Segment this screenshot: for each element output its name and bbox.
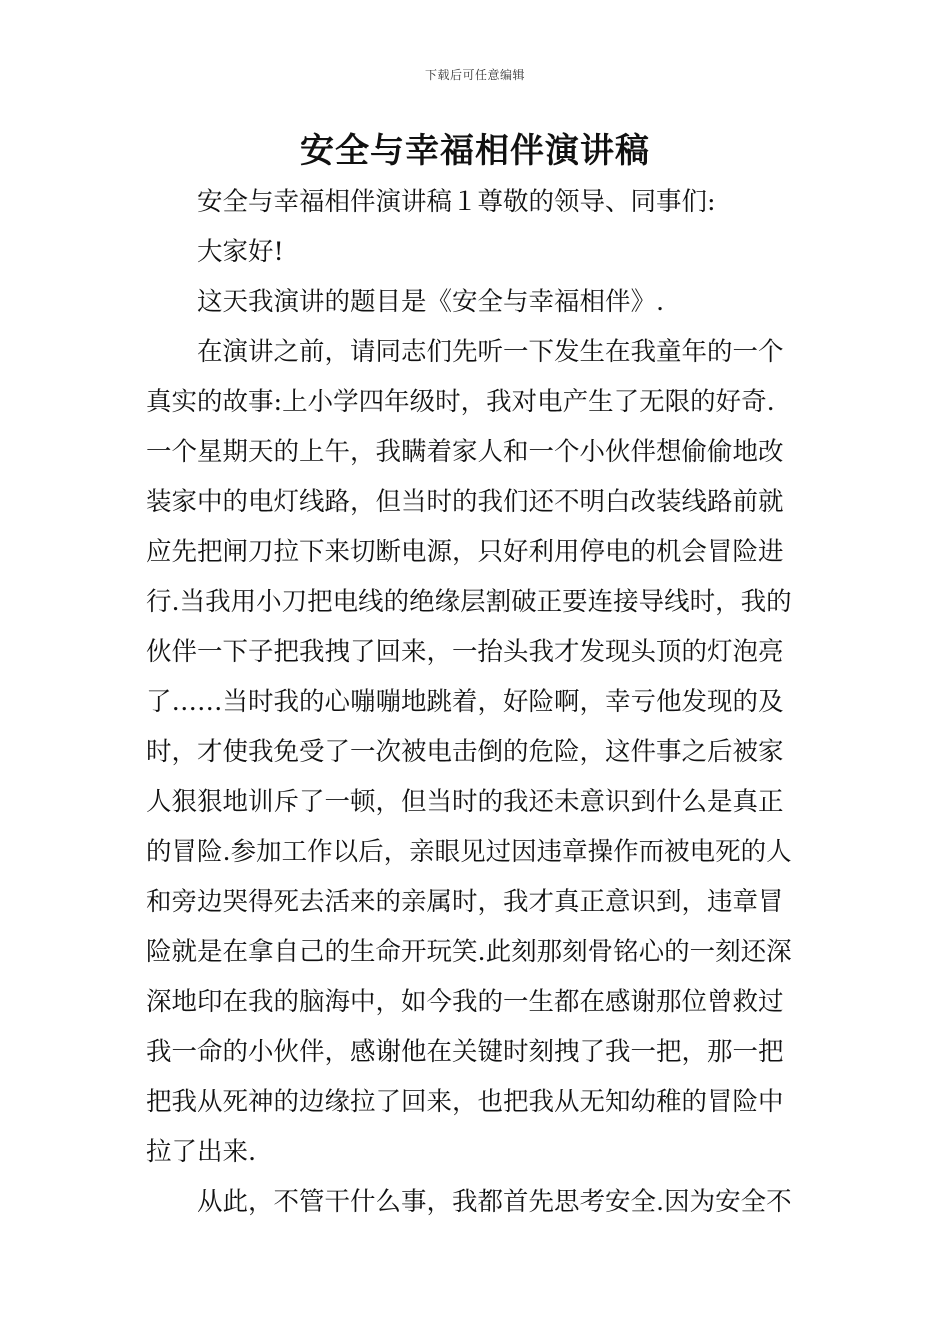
body-line: 安全与幸福相伴演讲稿１尊敬的领导、同事们: <box>197 187 716 217</box>
body-line: 的冒险.参加工作以后，亲眼见过因违章操作而被电死的人 <box>146 837 792 867</box>
body-line: 真实的故事:上小学四年级时，我对电产生了无限的好奇. <box>146 387 775 417</box>
body-line: 装家中的电灯线路，但当时的我们还不明白改装线路前就 <box>146 487 784 517</box>
body-line: 大家好! <box>197 237 284 267</box>
body-line: 一个星期天的上午，我瞒着家人和一个小伙伴想偷偷地改 <box>146 437 784 467</box>
body-line: 险就是在拿自己的生命开玩笑.此刻那刻骨铭心的一刻还深 <box>146 937 792 967</box>
body-line: 这天我演讲的题目是《安全与幸福相伴》. <box>197 287 665 317</box>
body-line: 把我从死神的边缘拉了回来，也把我从无知幼稚的冒险中 <box>146 1087 784 1117</box>
header-note: 下载后可任意编辑 <box>424 68 525 82</box>
body-line: 时，才使我免受了一次被电击倒的危险，这件事之后被家 <box>146 737 784 767</box>
body-line: 在演讲之前，请同志们先听一下发生在我童年的一个 <box>197 337 784 367</box>
body-line: 了……当时我的心嘣嘣地跳着，好险啊，幸亏他发现的及 <box>146 687 784 717</box>
body-line: 人狠狠地训斥了一顿，但当时的我还未意识到什么是真正 <box>146 787 784 817</box>
body-line: 深地印在我的脑海中，如今我的一生都在感谢那位曾救过 <box>146 987 784 1017</box>
body-line: 行.当我用小刀把电线的绝缘层割破正要连接导线时，我的 <box>146 587 792 617</box>
body-line: 伙伴一下子把我拽了回来，一抬头我才发现头顶的灯泡亮 <box>146 637 784 667</box>
document-title: 安全与幸福相伴演讲稿 <box>300 131 650 171</box>
body-line: 从此，不管干什么事，我都首先思考安全.因为安全不 <box>197 1187 792 1217</box>
body-line: 我一命的小伙伴，感谢他在关键时刻拽了我一把，那一把 <box>146 1037 784 1067</box>
body-line: 和旁边哭得死去活来的亲属时，我才真正意识到，违章冒 <box>146 887 784 917</box>
body-line: 应先把闸刀拉下来切断电源，只好利用停电的机会冒险进 <box>146 537 784 567</box>
document-body <box>146 177 806 1227</box>
body-line: 拉了出来. <box>146 1137 257 1167</box>
